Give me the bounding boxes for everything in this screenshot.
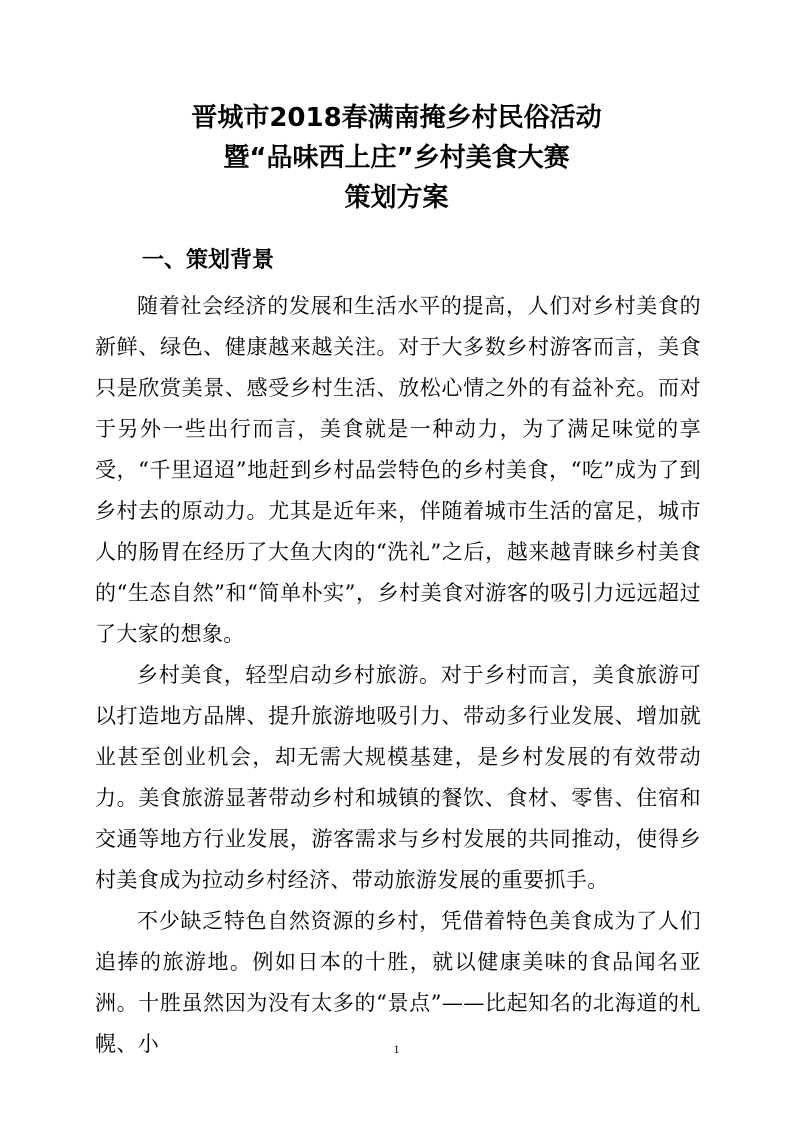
title-line-2: 暨“品味西上庄”乡村美食大赛 — [223, 143, 570, 173]
document-title — [0, 98, 793, 218]
title-line-3: 策划方案 — [344, 183, 449, 213]
title-line-1: 晋城市2018春满南掩乡村民俗活动 — [191, 103, 602, 133]
page-number: 1 — [393, 1042, 400, 1056]
paragraph-2: 乡村美食，轻型启动乡村旅游。对于乡村而言，美食旅游可以打造地方品牌、提升旅游地吸引力、带动多行业发展、增加就业甚至创业机会，却无需大规模基建，是乡村发展的有效带动力。美食旅游显著带动乡村和城镇的餐饮、食材、零售、住宿和交通等地方行业发展，游客需求与乡村发展的共同推动，使得乡村美食成为拉动乡村经济、带动旅游发展的重要抓手。 — [95, 663, 701, 892]
body-text — [95, 286, 701, 1065]
paragraph-3: 不少缺乏特色自然资源的乡村，凭借着特色美食成为了人们追捧的旅游地。例如日本的十胜，就以健康美味的食品闻名亚洲。十胜虽然因为没有太多的“景点”——比起知名的北海道的札幌、小 — [95, 909, 701, 1056]
section-heading-background: 一、策划背景 — [142, 248, 275, 273]
paragraph-1: 随着社会经济的发展和生活水平的提高，人们对乡村美食的新鲜、绿色、健康越来越关注。对于大多数乡村游客而言，美食只是欣赏美景、感受乡村生活、放松心情之外的有益补充。而对于另外一些出行而言，美食就是一种动力，为了满足味觉的享受，“千里迢迢”地赶到乡村品尝特色的乡村美食，“吃”成为了到乡村去的原动力。尤其是近年来，伴随着城市生活的富足，城市人的肠胃在经历了大鱼大肉的“洗礼”之后，越来越青睐乡村美食的“生态自然”和“简单朴实”，乡村美食对游客的吸引力远远超过了大家的想象。 — [95, 294, 701, 646]
